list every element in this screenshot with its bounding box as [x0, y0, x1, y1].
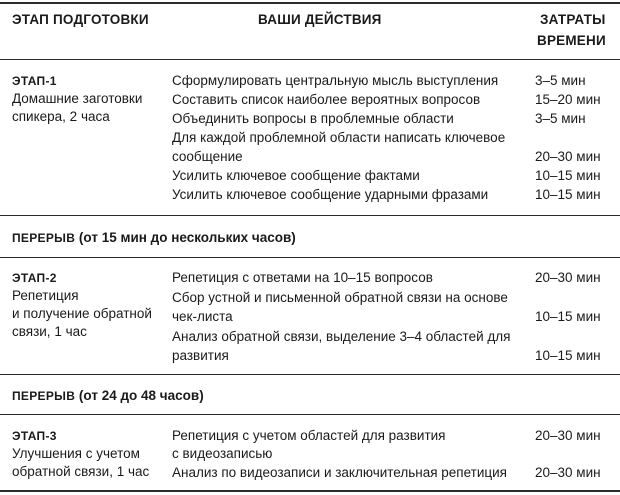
stage2-time-3: 10–15 мин [535, 348, 601, 363]
stage1-action-4-cont: сообщение [172, 149, 243, 164]
stage2-label [12, 269, 162, 341]
header-time-line2: ВРЕМЕНИ [537, 33, 606, 48]
header-rule [0, 59, 620, 60]
stage3-action-2: Анализ по видеозаписи и заключительная репетиция [172, 465, 507, 480]
header-stage: ЭТАП ПОДГОТОВКИ [12, 12, 149, 27]
stage1-action-6: Усилить ключевое сообщение ударными фразами [172, 187, 489, 202]
stage2-time-2: 10–15 мин [535, 309, 601, 324]
break2-text: (от 24 до 48 часов) [78, 388, 204, 403]
top-rule [0, 2, 620, 4]
stage1-label [12, 72, 162, 126]
bottom-rule [0, 490, 620, 492]
break2 [12, 387, 204, 405]
stage1-rule [0, 215, 620, 216]
stage1-action-1: Сформулировать центральную мысль выступления [172, 73, 499, 88]
stage1-desc-line2: спикера, 2 часа [12, 109, 110, 124]
stage3-code: ЭТАП-3 [12, 429, 57, 443]
break1 [12, 229, 296, 247]
stage1-action-5: Усилить ключевое сообщение фактами [172, 168, 420, 183]
stage2-action-3: Анализ обратной связи, выделение 3–4 областей для [172, 329, 511, 344]
stage2-action-2: Сбор устной и письменной обратной связи на основе [172, 290, 508, 305]
stage3-time-1: 20–30 мин [535, 428, 601, 443]
header-actions: ВАШИ ДЕЙСТВИЯ [258, 12, 382, 27]
stage3-desc-line1: Улучшения с учетом [12, 446, 140, 461]
stage1-code: ЭТАП-1 [12, 74, 57, 88]
break1-word: ПЕРЕРЫВ [12, 231, 76, 245]
stage2-desc-line2: и получение обратной [12, 306, 152, 321]
break1-text: (от 15 мин до нескольких часов) [78, 230, 296, 245]
stage1-action-3: Объединить вопросы в проблемные области [172, 111, 454, 126]
stage3-action-1-cont: с видеозаписью [172, 446, 273, 461]
stage1-time-3: 3–5 мин [535, 111, 586, 126]
stage1-time-4: 20–30 мин [535, 149, 601, 164]
stage3-time-2: 20–30 мин [535, 465, 601, 480]
stage2-desc-line1: Репетиция [12, 288, 79, 303]
break2-word: ПЕРЕРЫВ [12, 389, 76, 403]
stage1-time-2: 15–20 мин [535, 92, 601, 107]
stage1-desc-line1: Домашние заготовки [12, 91, 143, 106]
stage1-action-4: Для каждой проблемной области написать ключевое [172, 130, 506, 145]
stage3-action-1: Репетиция с учетом областей для развития [172, 428, 446, 443]
stage2-code: ЭТАП-2 [12, 271, 57, 285]
stage2-time-1: 20–30 мин [535, 270, 601, 285]
stage2-action-3-cont: развития [172, 348, 229, 363]
stage1-time-6: 10–15 мин [535, 187, 601, 202]
stage1-time-5: 10–15 мин [535, 168, 601, 183]
stage2-action-1: Репетиция с ответами на 10–15 вопросов [172, 270, 433, 285]
stage1-time-1: 3–5 мин [535, 73, 586, 88]
break2-rule [0, 414, 620, 415]
stage3-label [12, 427, 162, 481]
stage3-desc-line2: обратной связи, 1 час [12, 464, 150, 479]
stage2-rule [0, 374, 620, 375]
stage2-action-2-cont: чек-листа [172, 309, 233, 324]
header-time-line1: ЗАТРАТЫ [540, 12, 606, 27]
stage1-action-2: Составить список наиболее вероятных вопросов [172, 92, 481, 107]
break1-rule [0, 257, 620, 258]
stage2-desc-line3: связи, 1 час [12, 324, 87, 339]
